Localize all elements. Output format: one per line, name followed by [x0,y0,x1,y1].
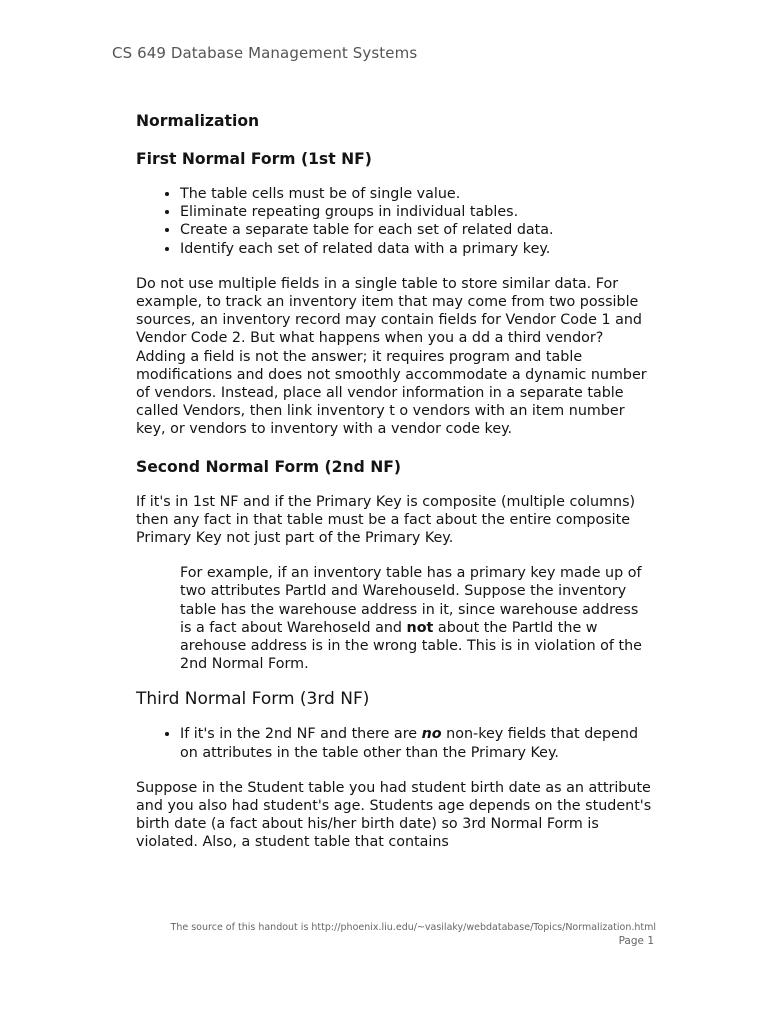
second-nf-example [180,564,650,673]
first-nf-heading: First Normal Form (1st NF) [136,150,372,168]
example-text: For example, if an inventory table has a primary key made up of two attributes PartId and WarehouseId. Suppose the inventory table has the warehouse address in it, since warehouse address is a fact about WarehoseId and [180,565,642,636]
second-nf-paragraph: If it's in 1st NF and if the Primary Key is composite (multiple columns) then any fact in that table must be a fact about the entire composite Primary Key not just part of the Primary Key. [136,493,636,547]
bullet-text: non-key fields that depend on attributes in the table other than the Primary Key. [180,726,639,761]
normalization-heading: Normalization [136,112,260,130]
first-nf-paragraph: Do not use multiple fields in a single table to store similar data. For example, to track an inventory item that may come from two possible sources, an inventory record may contain fields for Vendor Code 1 and Vendor Code 2. But what happens when you a dd a third vendor? Adding a field is not the answer; it requires program and table modifications and does not smoothly accommodate a dynamic number of vendors. Instead, place all vendor information in a separate table called Vendors, then link inventory t o vendors with an item number key, or vendors to inventory with a vendor code key. [136,275,647,438]
list-item: • Create a separate table for each set of related data. [180,221,656,239]
list-item [180,725,656,761]
third-nf-bullet-list [136,725,656,761]
example-text: about the PartId the w arehouse address is in the wrong table. This is in violation of the 2nd Normal Form. [180,619,642,673]
footer-source-note: The source of this handout is http://phoenix.liu.edu/~vasilaky/webdatabase/Topics/Normalization.html [170,922,656,933]
course-title: CS 649 Database Management Systems [112,44,418,62]
third-nf-paragraph: Suppose in the Student table you had student birth date as an attribute and you also had student's age. Students age depends on the student's birth date (a fact about his/her birth date) so 3rd Normal Form is violated. Also, a student table that contains [136,779,652,851]
second-nf-heading: Second Normal Form (2nd NF) [136,457,402,476]
list-item: • Identify each set of related data with a primary key. [180,240,656,258]
first-nf-bullet-list [136,185,656,258]
list-item: • The table cells must be of single value. [180,185,656,203]
list-item: • Eliminate repeating groups in individual tables. [180,203,656,221]
document-body [136,111,656,852]
bullet-emphasis-no: no [421,726,442,743]
bullet-text: If it's in the 2nd NF and there are [180,726,422,743]
third-nf-heading: Third Normal Form (3rd NF) [136,689,370,710]
example-bold-not: not [406,619,434,636]
page-number: Page 1 [618,935,654,947]
